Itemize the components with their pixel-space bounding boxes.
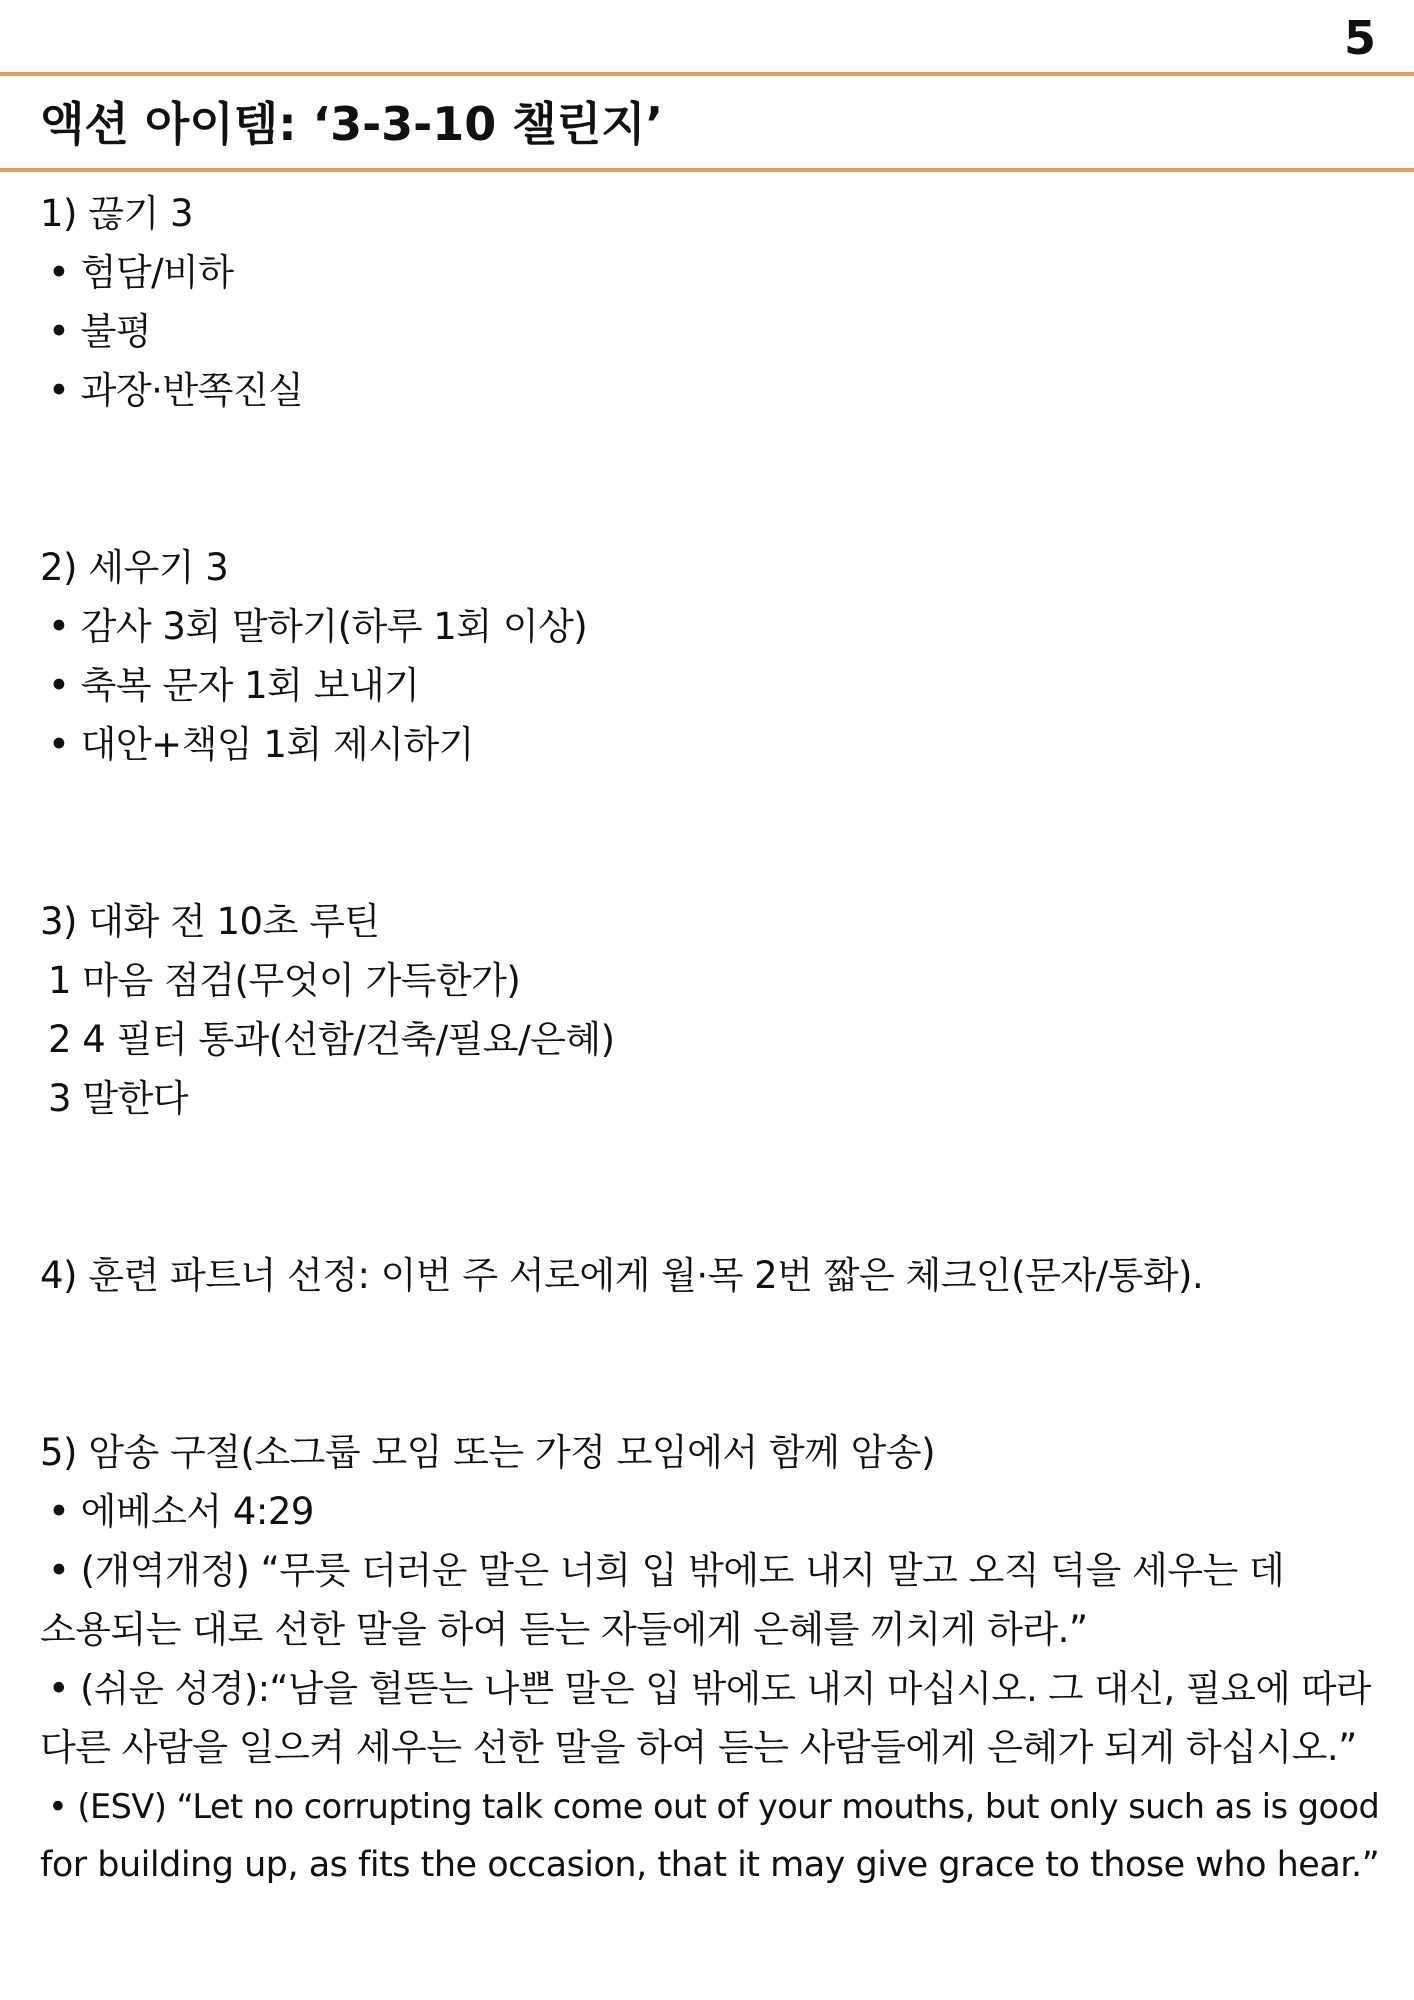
section-training-partner	[40, 1246, 1380, 1305]
verse-line: • (ESV) “Let no corrupting talk come out of your mouths, but only such as is good	[48, 1787, 1380, 1826]
section-memory-verse	[40, 1423, 1380, 1895]
list-item: 1 마음 점검(무엇이 가득한가)	[48, 959, 521, 1002]
header-bottom-rule	[0, 168, 1414, 172]
section-heading: 2) 세우기 3	[40, 546, 229, 589]
list-item: • 에베소서 4:29	[48, 1490, 314, 1533]
list-item: 2 4 필터 통과(선함/건축/필요/은혜)	[48, 1018, 615, 1061]
verse-line: 다른 사람을 일으켜 세우는 선한 말을 하여 듣는 사람들에게 은혜가 되게 하십시오.”	[40, 1726, 1357, 1769]
list-item: • 축복 문자 1회 보내기	[48, 664, 420, 707]
section-stop-three	[40, 184, 1380, 420]
section-heading: 4) 훈련 파트너 선정: 이번 주 서로에게 월·목 2번 짧은 체크인(문자/통화).	[40, 1254, 1204, 1297]
list-item: • 험담/비하	[48, 251, 234, 294]
section-heading: 5) 암송 구절(소그룹 모임 또는 가정 모임에서 함께 암송)	[40, 1431, 936, 1474]
page-title: 액션 아이템: ‘3-3-10 챌린지’	[40, 97, 664, 151]
section-heading: 1) 끊기 3	[40, 192, 194, 235]
list-item: • 대안+책임 1회 제시하기	[48, 723, 474, 766]
list-item: • 불평	[48, 310, 152, 353]
section-build-three	[40, 538, 1380, 774]
verse-line: for building up, as fits the occasion, that it may give grace to those who hear.”	[40, 1845, 1380, 1885]
action-item-list	[40, 184, 1380, 1895]
list-item: • 과장·반쪽진실	[48, 369, 304, 412]
list-item: 3 말한다	[48, 1077, 189, 1120]
list-item: • 감사 3회 말하기(하루 1회 이상)	[48, 605, 588, 648]
verse-line: 소용되는 대로 선한 말을 하여 듣는 자들에게 은혜를 끼치게 하라.”	[40, 1608, 1088, 1651]
section-heading: 3) 대화 전 10초 루틴	[40, 900, 380, 943]
section-ten-second-routine	[40, 892, 1380, 1128]
verse-line: • (개역개정) “무릇 더러운 말은 너희 입 밖에도 내지 말고 오직 덕을 세우는 데	[48, 1549, 1285, 1592]
verse-line: • (쉬운 성경):“남을 헐뜯는 나쁜 말은 입 밖에도 내지 마십시오. 그 대신, 필요에 따라	[48, 1667, 1371, 1710]
page-number: 5	[1343, 11, 1376, 65]
header-top-rule	[0, 72, 1414, 76]
